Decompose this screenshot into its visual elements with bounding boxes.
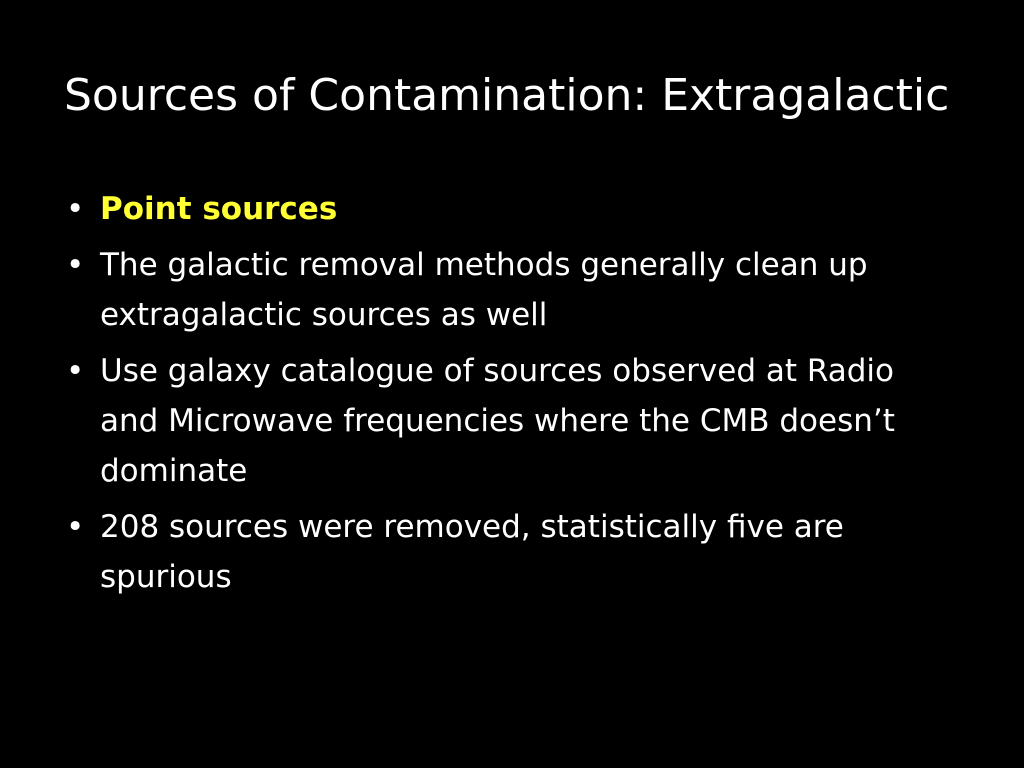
bullet-text: 208 sources were removed, statistically five are spurious xyxy=(100,509,844,595)
bullet-icon: • xyxy=(66,191,85,227)
bullet-item-sources-removed xyxy=(60,502,950,602)
bullet-text: The galactic removal methods generally clean up extragalactic sources as well xyxy=(100,247,868,333)
bullet-icon: • xyxy=(66,509,85,545)
bullet-icon: • xyxy=(66,247,85,283)
bullet-text: Point sources xyxy=(100,191,338,227)
bullet-icon: • xyxy=(66,353,85,389)
bullet-item-galactic-removal xyxy=(60,240,950,340)
bullet-item-galaxy-catalogue xyxy=(60,346,950,496)
bullet-text: Use galaxy catalogue of sources observed at Radio and Microwave frequencies where the CMB doesn’t dominate xyxy=(100,353,895,489)
bullet-list xyxy=(60,184,950,608)
slide-title: Sources of Contamination: Extragalactic xyxy=(64,70,950,121)
bullet-item-point-sources xyxy=(60,184,950,234)
